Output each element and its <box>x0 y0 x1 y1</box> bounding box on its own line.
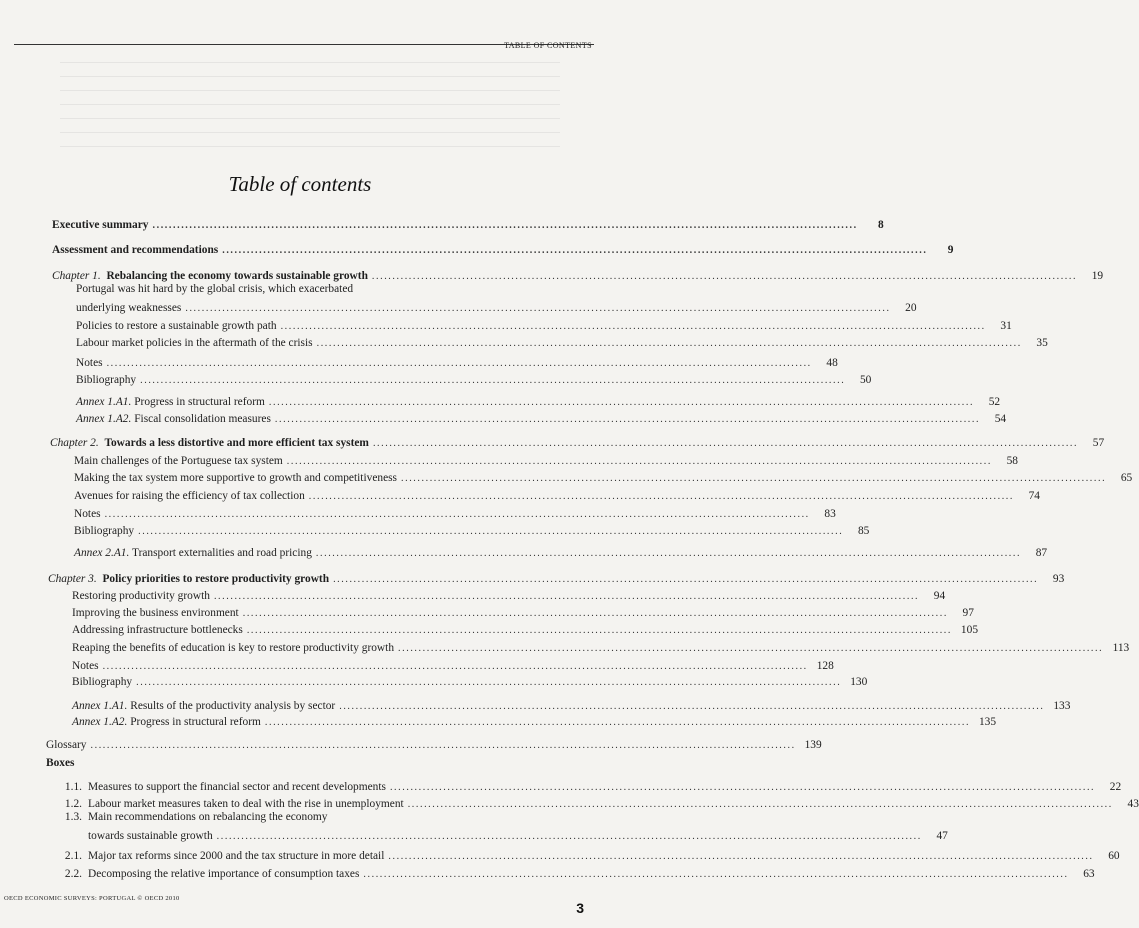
toc-entry-ch1-section2[interactable]: Policies to restore a sustainable growth path ............................................................................................................................................................................ 31 <box>76 320 1012 332</box>
toc-box-1-3-line1[interactable]: 1.3. Main recommendations on rebalancing the economy <box>64 811 328 823</box>
show-through-texture <box>60 62 560 152</box>
page-title: Table of contents <box>228 172 372 196</box>
toc-entry-ch3-bibliography[interactable]: Bibliography ............................................................................................................................................................................ 130 <box>72 676 868 688</box>
toc-entry-ch1-line1[interactable]: Portugal was hit hard by the global crisis, which exacerbated <box>76 283 354 295</box>
toc-entry-ch3-annex1[interactable]: Annex 1.A1. Results of the productivity analysis by sector ............................................................................................................................................................................ 133 <box>72 700 1071 712</box>
boxes-heading: Boxes <box>46 757 75 769</box>
page-footer: OECD ECONOMIC SURVEYS: PORTUGAL © OECD 2010 <box>4 895 180 902</box>
toc-entry-ch3-annex2[interactable]: Annex 1.A2. Progress in structural reform ............................................................................................................................................................................ 135 <box>72 716 997 728</box>
toc-chapter-2[interactable]: Chapter 2. Towards a less distortive and more efficient tax system ............................................................................................................................................................................ 57 <box>50 437 1105 449</box>
toc-entry-ch3-notes[interactable]: Notes ............................................................................................................................................................................ 128 <box>72 660 834 672</box>
toc-entry-assessment[interactable]: Assessment and recommendations ............................................................................................................................................................................ 9 <box>52 244 954 256</box>
toc-entry-ch2-annex1[interactable]: Annex 2.A1. Transport externalities and road pricing ............................................................................................................................................................................ 87 <box>74 547 1048 559</box>
page-number: 3 <box>576 900 584 916</box>
running-head: TABLE OF CONTENTS <box>504 41 592 50</box>
toc-entry-ch1-annex1[interactable]: Annex 1.A1. Progress in structural reform ............................................................................................................................................................................ 52 <box>76 396 1001 408</box>
toc-entry-ch1-notes[interactable]: Notes ............................................................................................................................................................................ 48 <box>76 357 838 369</box>
toc-box-2-1[interactable]: 2.1. Major tax reforms since 2000 and the tax structure in more detail ............................................................................................................................................................................ 60 <box>64 850 1120 862</box>
toc-entry-ch2-section1[interactable]: Main challenges of the Portuguese tax system ............................................................................................................................................................................ 58 <box>74 455 1018 467</box>
toc-chapter-3[interactable]: Chapter 3. Policy priorities to restore productivity growth ............................................................................................................................................................................ 93 <box>48 573 1065 585</box>
toc-box-1-3-line2[interactable]: towards sustainable growth ............................................................................................................................................................................ 47 <box>88 830 948 842</box>
toc-box-2-2[interactable]: 2.2. Decomposing the relative importance of consumption taxes ............................................................................................................................................................................ 63 <box>64 868 1095 880</box>
toc-chapter-1[interactable]: Chapter 1. Rebalancing the economy towards sustainable growth ............................................................................................................................................................................ 19 <box>52 270 1104 282</box>
toc-entry-executive-summary[interactable]: Executive summary ............................................................................................................................................................................ 8 <box>52 219 884 231</box>
toc-entry-ch3-section1[interactable]: Restoring productivity growth ............................................................................................................................................................................ 94 <box>72 590 946 602</box>
toc-box-1-2[interactable]: 1.2. Labour market measures taken to deal with the rise in unemployment ............................................................................................................................................................................ 43 <box>64 798 1139 810</box>
toc-entry-ch1-section1[interactable]: underlying weaknesses ............................................................................................................................................................................ 20 <box>76 302 917 314</box>
toc-entry-glossary[interactable]: Glossary ............................................................................................................................................................................ 139 <box>46 739 822 751</box>
toc-entry-ch1-annex2[interactable]: Annex 1.A2. Fiscal consolidation measures ............................................................................................................................................................................ 54 <box>76 413 1007 425</box>
toc-box-1-1[interactable]: 1.1. Measures to support the financial sector and recent developments ............................................................................................................................................................................ 22 <box>64 781 1122 793</box>
toc-entry-ch2-notes[interactable]: Notes ............................................................................................................................................................................ 83 <box>74 508 836 520</box>
toc-entry-ch1-section3[interactable]: Labour market policies in the aftermath of the crisis ............................................................................................................................................................................ 35 <box>76 337 1048 349</box>
toc-entry-ch1-bibliography[interactable]: Bibliography ............................................................................................................................................................................ 50 <box>76 374 872 386</box>
toc-entry-ch2-section3[interactable]: Avenues for raising the efficiency of tax collection ............................................................................................................................................................................ 74 <box>74 490 1040 502</box>
toc-entry-ch2-bibliography[interactable]: Bibliography ............................................................................................................................................................................ 85 <box>74 525 870 537</box>
toc-entry-ch3-section4[interactable]: Reaping the benefits of education is key to restore productivity growth ............................................................................................................................................................................ 113 <box>72 642 1130 654</box>
toc-entry-ch2-section2[interactable]: Making the tax system more supportive to growth and competitiveness ............................................................................................................................................................................ 65 <box>74 472 1133 484</box>
toc-entry-ch3-section3[interactable]: Addressing infrastructure bottlenecks ............................................................................................................................................................................ 105 <box>72 624 979 636</box>
toc-entry-ch3-section2[interactable]: Improving the business environment ............................................................................................................................................................................ 97 <box>72 607 974 619</box>
